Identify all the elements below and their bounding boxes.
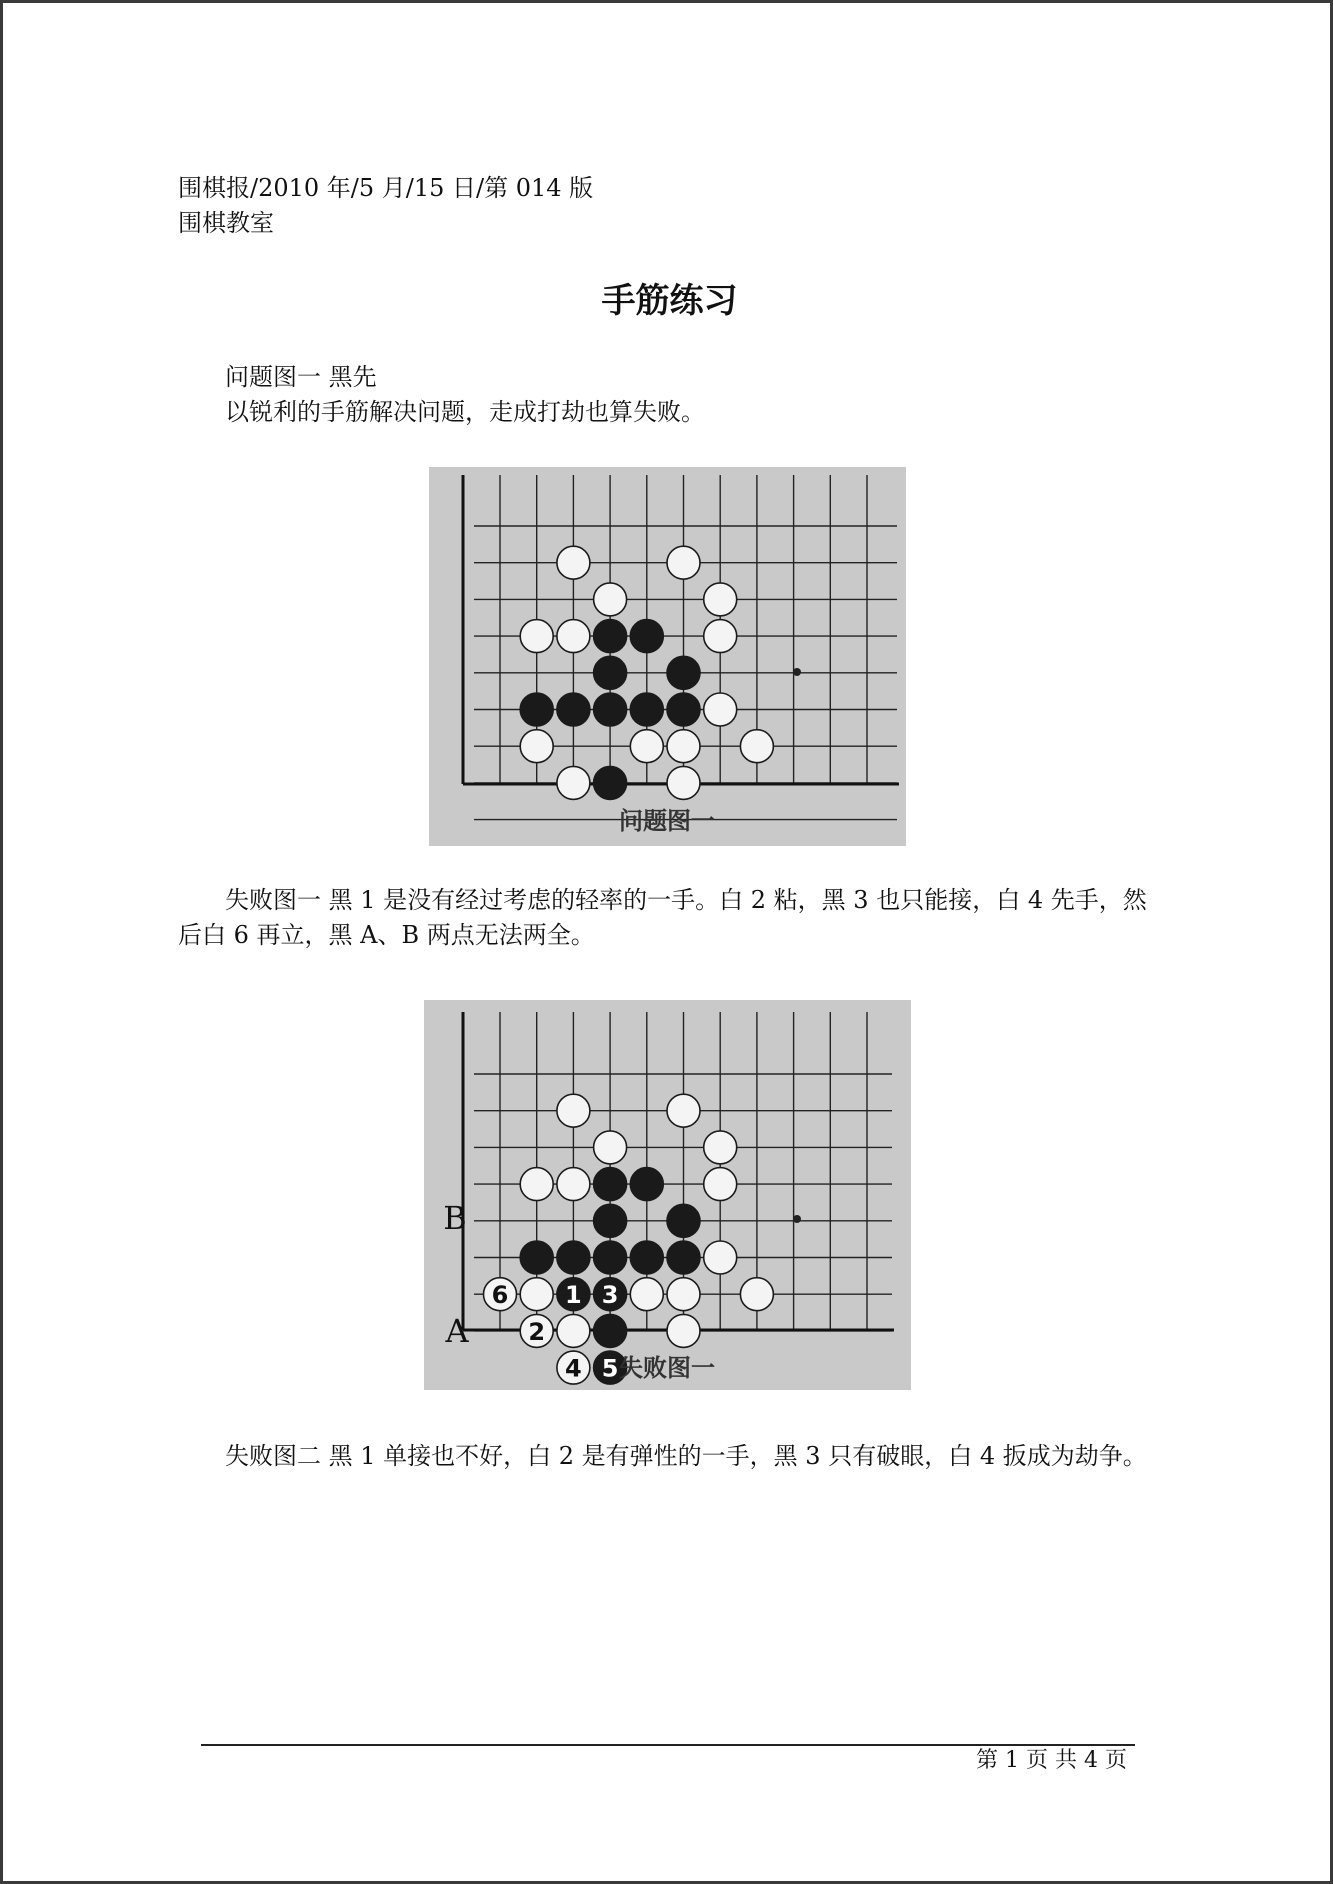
problem-caption: 问题图一 bbox=[619, 807, 715, 835]
white-stone bbox=[704, 1168, 737, 1201]
white-stone bbox=[630, 730, 663, 763]
white-stone bbox=[557, 766, 590, 799]
white-stone bbox=[667, 1094, 700, 1127]
star-point bbox=[793, 1215, 801, 1223]
black-stone bbox=[594, 620, 627, 653]
article-title: 手筋练习 bbox=[601, 281, 738, 321]
white-stone bbox=[704, 1131, 737, 1164]
move-number: 1 bbox=[565, 1281, 582, 1310]
source-header bbox=[178, 171, 593, 241]
white-stone bbox=[557, 1314, 590, 1347]
white-stone bbox=[704, 693, 737, 726]
black-stone bbox=[594, 1314, 627, 1347]
white-stone bbox=[557, 546, 590, 579]
point-b-label: B bbox=[443, 1199, 467, 1237]
page-number: 第 1 页 共 4 页 bbox=[976, 1748, 1127, 1773]
white-stone bbox=[667, 730, 700, 763]
document-page bbox=[3, 3, 1330, 1881]
move-number: 3 bbox=[601, 1281, 619, 1310]
black-stone bbox=[594, 693, 627, 726]
black-stone bbox=[630, 1168, 663, 1201]
white-stone bbox=[704, 1241, 737, 1274]
failure1-board bbox=[424, 1000, 911, 1390]
white-stone bbox=[667, 546, 700, 579]
white-stone bbox=[557, 1094, 590, 1127]
failure1-caption: 失败图一 bbox=[619, 1354, 715, 1382]
problem-section bbox=[178, 360, 1168, 430]
source-line: 围棋报/2010 年/5 月/15 日/第 014 版 bbox=[178, 174, 594, 202]
white-stone bbox=[667, 766, 700, 799]
black-stone bbox=[594, 1241, 627, 1274]
white-stone bbox=[520, 1168, 553, 1201]
problem-label: 问题图一 黑先 bbox=[225, 363, 377, 391]
white-stone bbox=[594, 583, 627, 616]
black-stone bbox=[520, 1241, 553, 1274]
black-stone bbox=[594, 656, 627, 689]
white-stone bbox=[740, 730, 773, 763]
black-stone bbox=[557, 693, 590, 726]
white-stone bbox=[704, 583, 737, 616]
column-name: 围棋教室 bbox=[178, 209, 274, 237]
white-stone bbox=[557, 1168, 590, 1201]
white-stone bbox=[520, 1278, 553, 1311]
failure1-text: 失败图一 黑 1 是没有经过考虑的轻率的一手。白 2 粘，黑 3 也只能接，白 4 先手，然后白 6 再立，黑 A、B 两点无法两全。 bbox=[178, 886, 1147, 949]
white-stone bbox=[594, 1131, 627, 1164]
white-stone bbox=[667, 1314, 700, 1347]
black-stone bbox=[594, 1204, 627, 1237]
black-stone bbox=[667, 656, 700, 689]
white-stone bbox=[630, 1278, 663, 1311]
white-stone bbox=[520, 620, 553, 653]
black-stone bbox=[667, 1241, 700, 1274]
white-stone bbox=[667, 1278, 700, 1311]
move-number: 4 bbox=[565, 1354, 582, 1383]
white-stone bbox=[557, 620, 590, 653]
star-point bbox=[793, 668, 801, 676]
black-stone bbox=[594, 1168, 627, 1201]
white-stone bbox=[740, 1278, 773, 1311]
black-stone bbox=[630, 620, 663, 653]
problem-board bbox=[429, 467, 906, 846]
failure2-text: 失败图二 黑 1 单接也不好，白 2 是有弹性的一手，黑 3 只有破眼，白 4 扳成为劫争。 bbox=[225, 1442, 1147, 1470]
problem-text: 以锐利的手筋解决问题，走成打劫也算失败。 bbox=[225, 398, 705, 426]
black-stone bbox=[594, 766, 627, 799]
failure1-diagram bbox=[424, 1000, 911, 1390]
move-number: 6 bbox=[491, 1281, 509, 1310]
white-stone bbox=[704, 620, 737, 653]
black-stone bbox=[557, 1241, 590, 1274]
move-number: 2 bbox=[528, 1317, 546, 1346]
point-a-label: A bbox=[445, 1312, 469, 1350]
white-stone bbox=[520, 730, 553, 763]
black-stone bbox=[667, 1204, 700, 1237]
black-stone bbox=[630, 693, 663, 726]
problem-diagram bbox=[429, 467, 906, 846]
move-number: 5 bbox=[601, 1354, 619, 1383]
black-stone bbox=[520, 693, 553, 726]
black-stone bbox=[667, 693, 700, 726]
black-stone bbox=[630, 1241, 663, 1274]
